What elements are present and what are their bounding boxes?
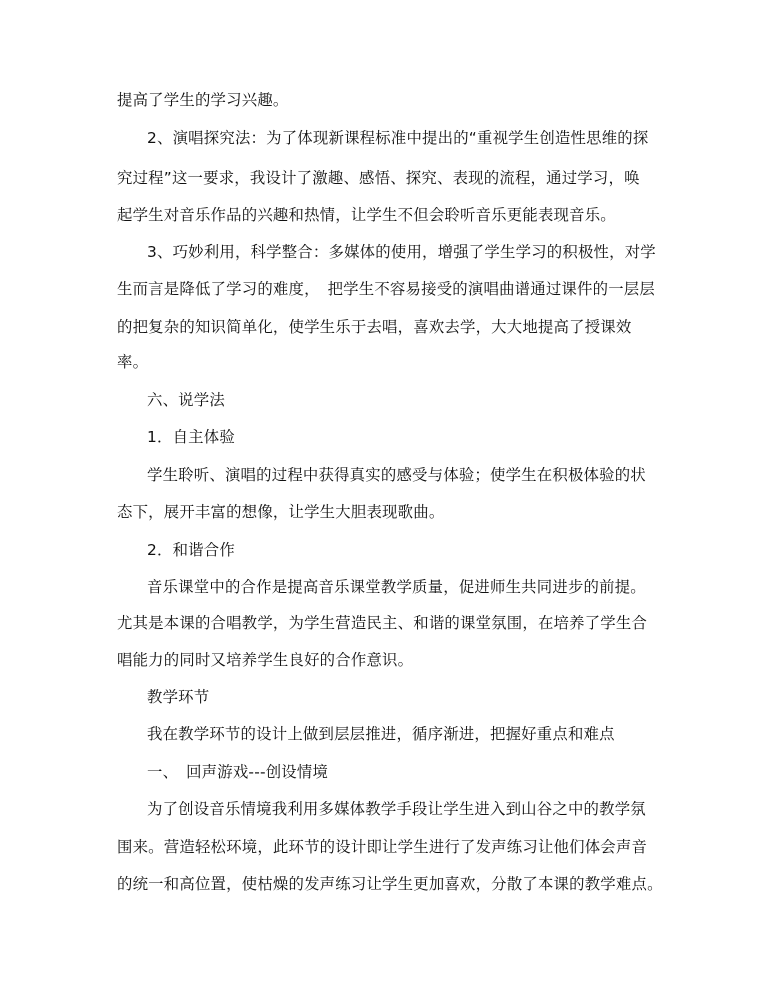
paragraph-line: 2、演唱探究法：为了体现新课程标准中提出的“重视学生创造性思维的探	[147, 129, 649, 147]
paragraph-line: 率。	[117, 353, 149, 371]
paragraph-line: 为了创设音乐情境我利用多媒体教学手段让学生进入到山谷之中的教学氛	[147, 800, 646, 818]
paragraph-line: 围来。营造轻松环境，此环节的设计即让学生进行了发声练习让他们体会声音	[117, 838, 648, 856]
paragraph-line: 态下，展开丰富的想像，让学生大胆表现歌曲。	[117, 503, 445, 521]
section-heading: 教学环节	[147, 688, 210, 706]
subsection-heading: 一、 回声游戏---创设情境	[147, 763, 329, 781]
subsection-heading: 1．自主体验	[147, 428, 235, 446]
paragraph-line: 生而言是降低了学习的难度， 把学生不容易接受的演唱曲谱通过课件的一层层	[117, 280, 655, 298]
paragraph-line: 究过程”这一要求，我设计了激趣、感悟、探究、表现的流程，通过学习，唤	[117, 169, 640, 187]
paragraph-line: 3、巧妙利用，科学整合：多媒体的使用，增强了学生学习的积极性，对学	[147, 243, 656, 261]
paragraph-line: 学生聆听、演唱的过程中获得真实的感受与体验；使学生在积极体验的状	[147, 466, 646, 484]
subsection-heading: 2．和谐合作	[147, 541, 235, 559]
paragraph-line: 尤其是本课的合唱教学，为学生营造民主、和谐的课堂氛围，在培养了学生合	[117, 614, 648, 632]
paragraph-line: 唱能力的同时又培养学生良好的合作意识。	[117, 651, 414, 669]
paragraph-line: 提高了学生的学习兴趣。	[117, 91, 289, 109]
paragraph-line: 的统一和高位置，使枯燥的发声练习让学生更加喜欢，分散了本课的教学难点。	[117, 875, 663, 893]
section-heading: 六、说学法	[147, 391, 225, 409]
paragraph-line: 音乐课堂中的合作是提高音乐课堂教学质量，促进师生共同进步的前提。	[147, 578, 646, 596]
paragraph-line: 起学生对音乐作品的兴趣和热情，让学生不但会聆听音乐更能表现音乐。	[117, 206, 616, 224]
paragraph-line: 的把复杂的知识简单化，使学生乐于去唱，喜欢去学，大大地提高了授课效	[117, 318, 632, 336]
paragraph-line: 我在教学环节的设计上做到层层推进，循序渐进，把握好重点和难点	[147, 725, 615, 743]
